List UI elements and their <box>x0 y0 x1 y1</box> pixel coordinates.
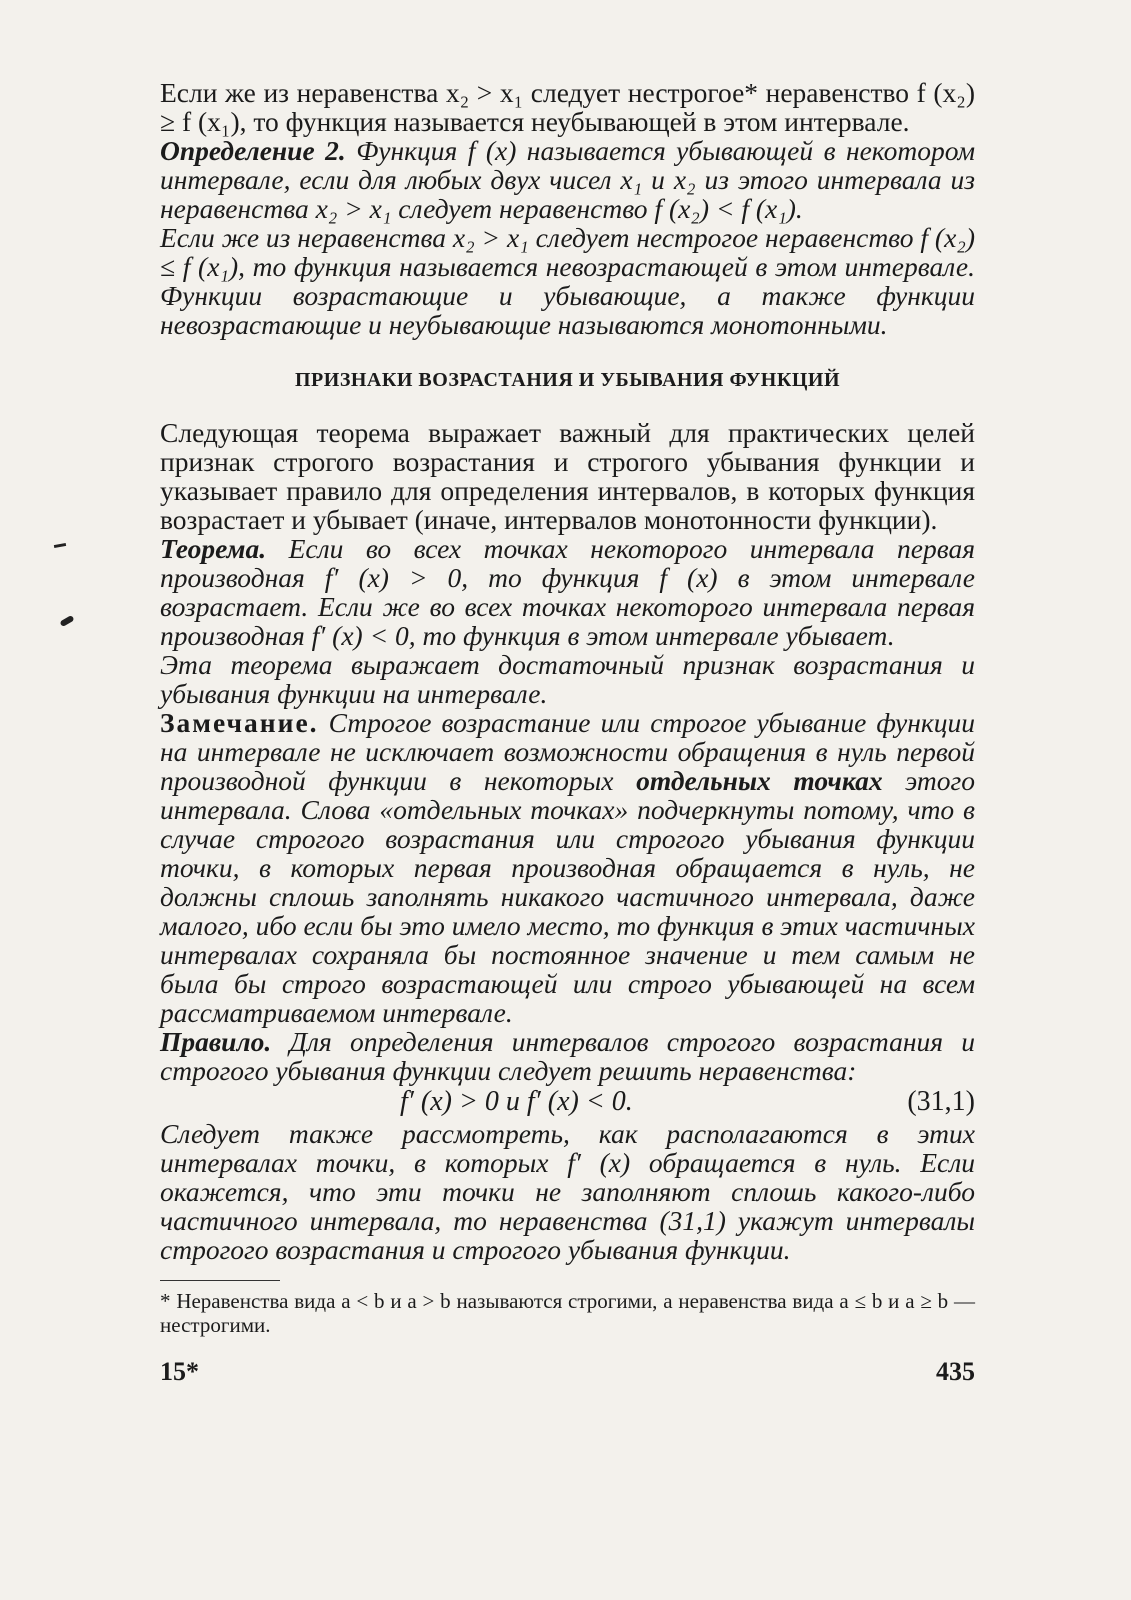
paragraph: Если же из неравенства x₂ > x₁ следует нестрогое* неравенство f (x₂) ≥ f (x₁), то функция называется неубывающей в этом интервале. <box>160 77 975 137</box>
footnote: * Неравенства вида a < b и a > b называются строгими, а неравенства вида a ≤ b и a ≥ b — нестрогими. <box>160 1289 975 1337</box>
theorem: Теорема. Если во всех точках некоторого интервала первая производная f′ (x) > 0, то функция f (x) в этом интервале возрастает. Если же во всех точках некоторого интервала первая производная f′ (x) < 0, то функция в этом интервале убывает. <box>160 533 975 651</box>
formula-expression: f′ (x) > 0 и f′ (x) < 0. <box>400 1086 633 1117</box>
definition-2: Определение 2. Функция f (x) называется убывающей в некотором интервале, если для любых двух чисел x₁ и x₂ из этого интервала из неравенства x₂ > x₁ следует неравенство f (x₂) < f (x₁). <box>160 135 975 224</box>
rule-title: Правило. <box>160 1026 272 1057</box>
book-page <box>160 78 975 1397</box>
remark-title: Замечание. <box>160 707 319 738</box>
formula <box>160 1087 975 1117</box>
footnote-divider <box>160 1280 280 1281</box>
margin-mark <box>54 543 66 548</box>
signature-mark: 15* <box>160 1357 199 1386</box>
rule: Правило. Для определения интервалов строгого возрастания и строгого убывания функции следует решить неравенства: <box>160 1026 975 1086</box>
definition-title: Определение 2. <box>160 135 346 166</box>
page-footer <box>160 1357 975 1397</box>
section-heading: ПРИЗНАКИ ВОЗРАСТАНИЯ И УБЫВАНИЯ ФУНКЦИЙ <box>294 369 841 391</box>
paragraph: Следующая теорема выражает важный для практических целей признак строгого возрастания и строгого убывания функции и указывает правило для определения интервалов, в которых функция возрастает и убывает (иначе, интервалов монотонности функции). <box>160 417 975 535</box>
remark: Замечание. Строгое возрастание или строгое убывание функции на интервале не исключает возможности обращения в нуль первой производной функции в некоторых отдельных точках этого интервала. Слова «отдельных точках» подчеркнуты потому, что в случае строгого возрастания или строгого убывания функции точки, в которых первая производная обращается в нуль, не должны сплошь заполнять никакого частичного интервала, даже малого, ибо если бы это имело место, то функция в этих частичных интервалах сохраняла бы постоянное значение и тем самым не была бы строго возрастающей или строго убывающей на всем рассматриваемом интервале. <box>160 707 975 1028</box>
margin-mark <box>59 615 74 627</box>
theorem-title: Теорема. <box>160 533 267 564</box>
paragraph: Эта теорема выражает достаточный признак возрастания и убывания функции на интервале. <box>160 649 975 709</box>
paragraph: Следует также рассмотреть, как располагаются в этих интервалах точки, в которых f′ (x) обращается в нуль. Если окажется, что эти точки не заполняют сплошь какого-либо частичного интервала, то неравенства (31,1) укажут интервалы строгого возрастания и строгого убывания функции. <box>160 1118 975 1265</box>
formula-number: (31,1) <box>907 1086 975 1117</box>
paragraph: Если же из неравенства x₂ > x₁ следует нестрогое неравенство f (x₂) ≤ f (x₁), то функция называется невозрастающей в этом интервале. Функции возрастающие и убывающие, а также функции невозрастающие и неубывающие называются монотонными. <box>160 222 975 340</box>
page-number: 435 <box>936 1357 975 1386</box>
emphasis: отдельных точках <box>636 765 883 796</box>
